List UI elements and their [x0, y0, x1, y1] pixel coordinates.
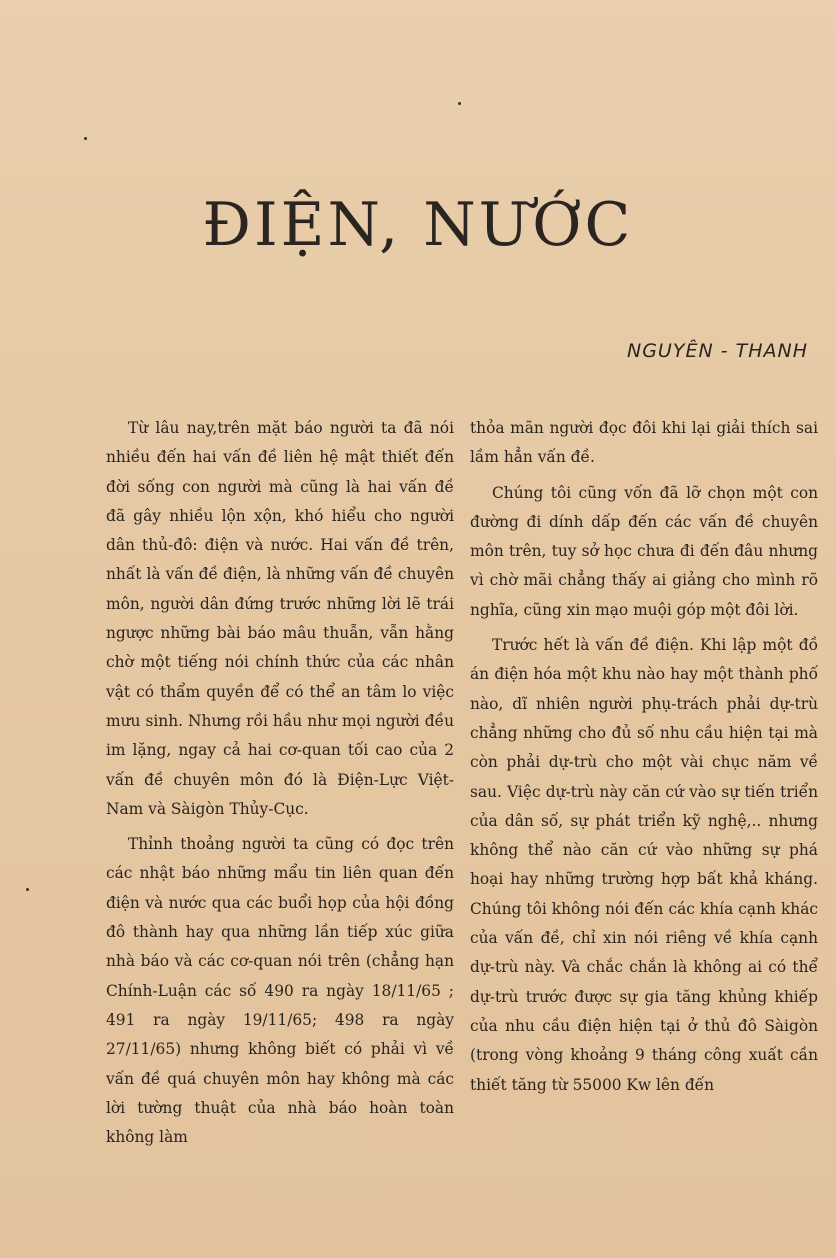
paper-speck: [84, 137, 87, 140]
paper-speck: [458, 102, 461, 105]
right-column: [470, 414, 818, 1100]
left-column: [106, 414, 454, 1152]
paper-speck: [26, 888, 29, 891]
paragraph-5: Trước hết là vấn đề điện. Khi lập một đồ án điện hóa một khu nào hay một thành phố nào, dĩ nhiên người phụ-trách phải dự-trù chẳng những cho đủ số nhu cầu hiện tại mà còn phải dự-trù cho một vài chục năm về sau. Việc dự-trù này căn cứ vào sự tiến triển của dân số, sự phát triển kỹ nghệ,.. nhưng không thể nào căn cứ vào những sự phá hoại hay những trường hợp bất khả kháng. Chúng tôi không nói đến các khía cạnh khác của vấn đề, chỉ xin nói riêng về khía cạnh dự-trù này. Và chắc chắn là không ai có thể dự-trù trước được sự gia tăng khủng khiếp của nhu cầu điện hiện tại ở thủ đô Sàigòn (trong vòng khoảng 9 tháng công xuất cần thiết tăng từ 55000 Kw lên đến: [470, 636, 818, 1094]
paragraph-2: Thỉnh thoảng người ta cũng có đọc trên các nhật báo những mẩu tin liên quan đến điện và nước qua các buổi họp của hội đồng đô thành hay qua những lần tiếp xúc giữa nhà báo và các cơ-quan nói trên (chẳng hạn Chính-Luận các số 490 ra ngày 18/11/65 ; 491 ra ngày 19/11/65; 498 ra ngày 27/11/65) nhưng không biết có phải vì về vấn đề quá chuyên môn hay không mà các lời tường thuật của nhà báo hoàn toàn không làm: [106, 835, 454, 1147]
paragraph-4: Chúng tôi cũng vốn đã lỡ chọn một con đường đi dính dấp đến các vấn đề chuyên môn trên, tuy sở học chưa đi đến đâu nhưng vì chờ mãi chẳng thấy ai giảng cho mình rõ nghĩa, cũng xin mạo muội góp một đôi lời.: [470, 483, 818, 619]
article-title: ĐIỆN, NƯỚC: [202, 190, 634, 261]
paragraph-3: thỏa mãn người đọc đôi khi lại giải thích sai lầm hẳn vấn đề.: [470, 419, 818, 467]
article-author: NGUYÊN - THANH: [627, 340, 808, 362]
paragraph-1: Từ lâu nay,trên mặt báo người ta đã nói nhiều đến hai vấn đề liên hệ mật thiết đến đời sống con người mà cũng là hai vấn đề đã gây nhiều lộn xộn, khó hiểu cho người dân thủ-đô: điện và nước. Hai vấn đề trên, nhất là vấn đề điện, là những vấn đề chuyên môn, người dân đứng trước những lời lẽ trái ngược những bài báo mâu thuẫn, vẫn hằng chờ một tiếng nói chính thức của các nhân vật có thẩm quyền để có thể an tâm lo việc mưu sinh. Nhưng rồi hầu như mọi người đều im lặng, ngay cả hai cơ-quan tối cao của 2 vấn đề chuyên môn đó là Điện-Lực Việt-Nam và Sàigòn Thủy-Cục.: [106, 419, 454, 818]
